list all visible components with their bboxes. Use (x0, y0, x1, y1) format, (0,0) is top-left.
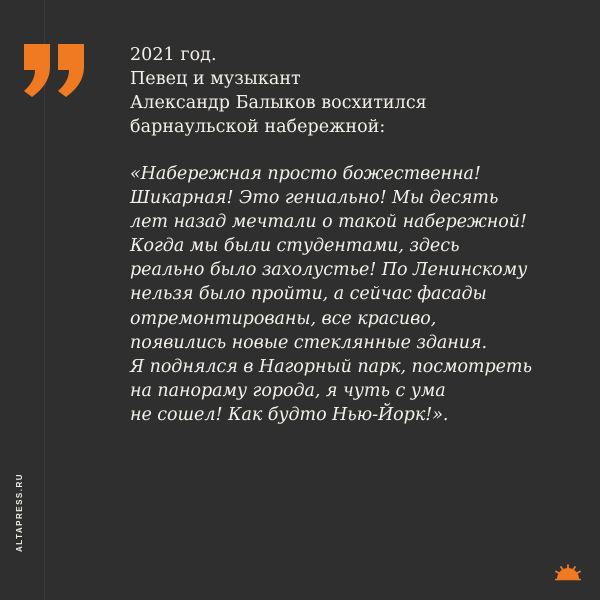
sun-logo-icon (553, 563, 583, 581)
site-label: ALTAPRESS.RU (15, 472, 24, 552)
header-year: 2021 год. (130, 45, 217, 65)
header-line-2: Певец и музыкант (130, 69, 301, 89)
quote-body (130, 162, 578, 427)
quote-line-7: отремонтированы, все красиво, (130, 308, 437, 329)
quote-line-8: появились новые стеклянные здания. (130, 332, 488, 353)
quote-line-1: «Набережная просто божественна! (130, 164, 481, 184)
quote-line-9: Я поднялся в Нагорный парк, посмотреть (130, 356, 532, 377)
quote-line-10: на панораму города, я чуть с ума (130, 380, 446, 401)
quote-line-6: нельзя было пройти, а сейчас фасады (130, 284, 487, 305)
quote-line-11: не сошел! Как будто Нью-Йорк!». (130, 404, 449, 425)
header-line-4: барнаульской набережной: (130, 117, 386, 137)
quote-line-2: Шикарная! Это гениально! Мы десять (130, 188, 499, 209)
quote-line-3: лет назад мечтали о такой набережной! (130, 212, 527, 233)
quote-header (130, 43, 570, 139)
quote-line-4: Когда мы были студентами, здесь (130, 236, 460, 257)
quote-icon (22, 42, 86, 100)
quote-line-5: реально было захолустье! По Ленинскому (130, 260, 528, 281)
header-line-3: Александр Балыков восхитился (130, 93, 427, 113)
